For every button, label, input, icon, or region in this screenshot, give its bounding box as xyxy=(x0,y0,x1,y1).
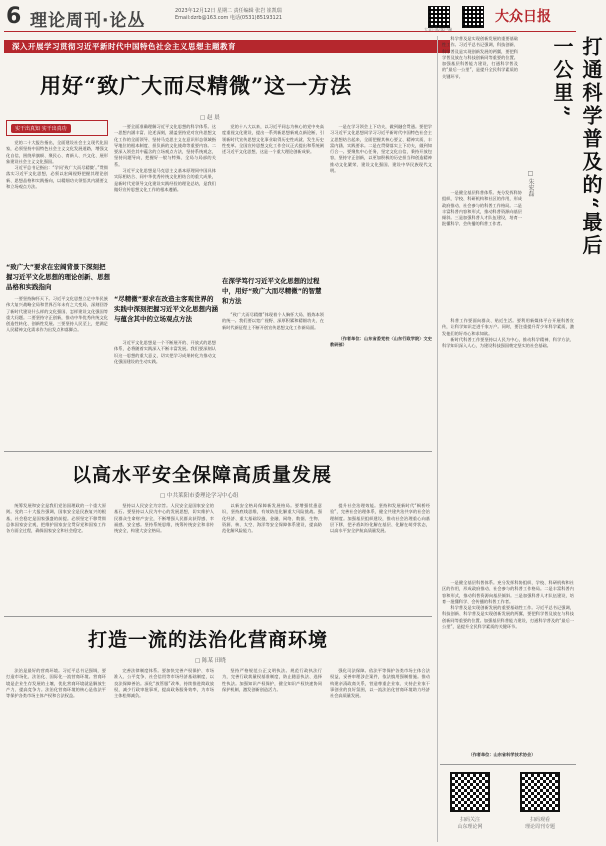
article-column xyxy=(222,668,322,842)
article-title: 用好“致广大而尽精微”这一方法 xyxy=(40,73,353,98)
qr-label: 大众日报客户端 xyxy=(424,27,452,32)
paragraph: 习近平文化思想是马克思主义基本原理同中国具体实际相结合、同中华优秀传统文化相结合的重大成果，是新时代党领导文化建设实践经验的理论总结，是我们做好宣传思想文化工作的根本遵循。 xyxy=(114,168,216,192)
author-affiliation: （作者单位：山东省委党校〈山东行政学院〉文史教研部） xyxy=(330,336,432,348)
article-byline: □ 陈某 田晓 xyxy=(195,658,226,664)
paragraph: 科普工作要面向群众、贴近生活。要利用新媒体平台开展科普宣传，让科学知识走进千家万户。同时，要注重提升青少年科学素质，激发他们的好奇心和求知欲。 xyxy=(442,318,574,336)
article-subheading: “致广大”要求在宏阔背景下深刻把握习近平文化思想的理论创新、思想品格和实践指向 xyxy=(6,263,110,291)
paragraph: 一要全面准确理解习近平文化思想的科学体系。这一思想内涵丰富、论述深刻，涵盖坚持党对宣传思想文化工作的全面领导、坚持马克思主义在意识形态领域指导地位的根本制度、担负新的文化使命等重要内容。二要深入领会其中蕴含的立场观点方法，坚持系统观念，坚持问题导向，把握好一般与特殊、全局与局部的关系。 xyxy=(114,124,216,167)
paragraph: 一要坚持胸怀天下。习近平文化思想立足中华民族伟大复兴战略全局和世界百年未有之大变局，深刻回答了新时代建设什么样的文化强国、怎样建设文化强国等重大问题。二要坚持守正创新，推动中华优秀传统文化创造性转化、创新性发展。三要坚持人民至上，把满足人民精神文化需求作为出发点和落脚点。 xyxy=(6,296,108,333)
qr-code-icon[interactable] xyxy=(450,772,490,812)
paragraph: “致广大而尽精微”体现着个人胸怀大局、锻炼本领的统一。我们要以宽广视野、深厚积累和精细功夫，在新时代新征程上不断开创宣传思想文化工作新局面。 xyxy=(222,312,324,330)
newspaper-logo: 大众日报 xyxy=(495,9,551,25)
paragraph: 习近平总书记指出：“学问‘致广大而尽精微’。”贯彻落实习近平文化思想，必须以宏阔视野把握其理论创新、思想品格和实践指向，以精细功夫领悟其内涵要义和立场观点方法。 xyxy=(6,165,108,190)
paragraph: 完善法律制度体系。要加快完善产权保护、市场准入、公平竞争、社会信用等市场经济基础制度，以良法保障善治。深化“放管服”改革，持续推进简政放权，减少行政审批事项，提高政务服务效率，为市场主体松绑减负。 xyxy=(114,668,214,699)
article-column xyxy=(114,668,214,842)
article-column xyxy=(330,503,430,613)
paragraph: 党的十八大以来，以习近平同志为核心的党中央高度重视文化建设，提出一系列新思想新观点新论断，引领新时代宣传思想文化事业取得历史性成就、发生历史性变革。全国宣传思想文化工作会议正式提出和系统阐述习近平文化思想，这是一个重大理论创新成果。 xyxy=(222,124,324,155)
paragraph: 一是健全基层科普体系。充分发挥科协组织、学校、科研机构和社区的作用，形成政府推动、社会参与的科普工作格局。二是丰富科普内容和形式，推动科普资源向基层倾斜。三是加强科普人才队伍建设，培育一批懂科学、会传播的科普工作者。 xyxy=(442,190,522,227)
article-column xyxy=(6,503,106,613)
paragraph: 科学普及是实现创新发展的重要基础性工作。习近平总书记强调，科技创新、科学普及是实现创新发展的两翼，要把科学普及放在与科技创新同等重要的位置。加强基层科普能力建设，打通科学普及的“最后一公里”，是提升全民科学素质的关键环节。 xyxy=(442,605,574,630)
article-column xyxy=(6,668,106,842)
article-subheading: 在深学笃行习近平文化思想的过程中，用好“致广大而尽精微”的智慧和方法 xyxy=(222,277,322,305)
article-column xyxy=(6,140,108,260)
section-title: 理论周刊·论丛 xyxy=(30,11,146,31)
article-byline: □ 赵 晨 xyxy=(200,115,220,121)
pull-quote: 实干出真知 实干出真功 xyxy=(11,124,71,133)
paragraph: 习近平文化思想是一个不断展开的、开放式的思想体系，必将随着实践深入不断丰富发展。我们要深刻认识这一思想的重大意义，切实把学习成果转化为推动文化强国建设的生动实践。 xyxy=(114,340,216,364)
qr-caption: 扫码关注 山东理论网 xyxy=(457,817,483,830)
paragraph: 党的二十大报告指出，全面建设社会主义现代化国家，必须坚持中国特色社会主义文化发展道路，增强文化自信，围绕举旗帜、聚民心、育新人、兴文化、展形象建设社会主义文化强国。 xyxy=(6,140,108,164)
article-column xyxy=(330,668,430,842)
article-column xyxy=(114,340,216,445)
article-column xyxy=(222,312,324,446)
paragraph: 法治是最好的营商环境。习近平总书记强调，要打造市场化、法治化、国际化一流营商环境。营商环境是企业生存发展的土壤，优化营商环境就是解放生产力、提高竞争力。法治化营商环境的核心是依法平等保护各类市场主体产权和合法权益。 xyxy=(6,668,106,699)
masthead-meta xyxy=(175,8,282,22)
qr-code-icon[interactable] xyxy=(462,6,484,28)
article-column xyxy=(222,124,324,274)
section-divider xyxy=(4,451,432,452)
qr-caption: 扫码观看 理论周刊专题 xyxy=(524,817,555,830)
page-number: 6 xyxy=(6,4,22,29)
header-rule xyxy=(4,31,576,32)
paragraph: 以新安全格局保障新发展格局。要增强忧患意识，坚持底线思维，有效防范化解重大风险挑战。强化经济、重大基础设施、金融、网络、数据、生物、资源、核、太空、海洋等安全保障体系建设，提高防范化解风险能力。 xyxy=(222,503,322,534)
article-column xyxy=(330,124,432,334)
sidebar-column xyxy=(442,318,574,578)
paragraph: 新时代科普工作要坚持以人民为中心，推动科学精神、科学方法、科学知识深入人心，为建设科技强国奠定坚实的社会基础。 xyxy=(442,336,574,349)
article-column xyxy=(114,503,214,613)
section-divider xyxy=(4,616,432,617)
article-title: 打造一流的法治化营商环境 xyxy=(88,629,329,651)
author-affiliation: （作者单位：山东省科学技术协会） xyxy=(468,752,536,757)
sidebar-byline: □ 朱宏磊 xyxy=(527,170,534,197)
sidebar-column xyxy=(442,36,518,186)
article-column xyxy=(6,296,108,446)
sidebar-column xyxy=(442,190,522,310)
article-title: 以高水平安全保障高质量发展 xyxy=(72,464,333,486)
sidebar-column xyxy=(442,580,574,750)
meta-contact: Email:dzrb@163.com 电话(0531)85193121 xyxy=(175,15,283,21)
paragraph: 提升社会治理效能。坚持和发展新时代“枫桥经验”，完善社会治理体系，健全共建共治共享的社会治理制度。加强基层组织建设，推动社会治理重心向基层下移，把矛盾纠纷化解在基层、化解在萌芽状态，以高水平安全护航高质量发展。 xyxy=(330,503,430,534)
paragraph: 坚持严格规范公正文明执法。规范行政执法行为，完善行政裁量权基准制度，防止随意执法、选择性执法。加强知识产权保护，健全知识产权快速协同保护机制，激发创新创造活力。 xyxy=(222,668,322,692)
article-byline: □ 中共莱阳市委理论学习中心组 xyxy=(160,493,239,499)
pull-quote-box xyxy=(6,120,108,136)
qr-code-icon[interactable] xyxy=(428,6,450,28)
qr-code-icon[interactable] xyxy=(520,772,560,812)
paragraph: 强化司法保障。依法平等保护各类市场主体合法权益，妥善审理涉企案件，依法慎用强制措施。推动构建亲清政商关系，营造尊重企业家、支持企业家干事创业的良好氛围，以一流法治化营商环境助力经济社会高质量发展。 xyxy=(330,668,430,699)
paragraph: 坚持以人民安全为宗旨。人民安全是国家安全的基石。要坚持以人民为中心的发展思想，切实维护人民群众生命财产安全，不断增强人民群众获得感、幸福感、安全感。坚持系统思维，统筹传统安全和非传统安全，构建大安全格局。 xyxy=(114,503,214,534)
sidebar-author-note xyxy=(460,752,574,762)
article-subheading: “尽精微”要求在改造主客观世界的实践中深刻把握习近平文化思想内涵与蕴含其中的立场观点方法 xyxy=(114,295,218,323)
section-divider xyxy=(440,764,576,765)
sidebar-title: 打通科学普及的“最后一公里” xyxy=(550,36,603,258)
paragraph: 科学普及是实现创新发展的重要基础性工作。习近平总书记强调，科技创新、科学普及是实现创新发展的两翼，要把科学普及放在与科技创新同等重要的位置。加强基层科普能力建设，打通科学普及的“最后一公里”，是提升全民科学素质的关键环节。 xyxy=(442,36,518,79)
article-column xyxy=(222,503,322,613)
paragraph: 统筹发展和安全是我们党治国理政的一个重大原则。党的二十大报告强调，国家安全是民族复兴的根基，社会稳定是国家强盛的前提。必须坚定不移贯彻总体国家安全观，把维护国家安全贯穿党和国家工作各方面全过程，确保国家安全和社会稳定。 xyxy=(6,503,106,534)
author-note xyxy=(330,336,432,366)
paragraph: 一是健全基层科普体系。充分发挥科协组织、学校、科研机构和社区的作用，形成政府推动、社会参与的科普工作格局。二是丰富科普内容和形式，推动科普资源向基层倾斜。三是加强科普人才队伍建设，培育一批懂科学、会传播的科普工作者。 xyxy=(442,580,574,604)
meta-date-editors: 2023年12月12日 星期二 责任编辑 张岩 崔凯瑞 xyxy=(175,8,282,14)
column-divider xyxy=(437,36,438,842)
theme-banner: 深入开展学习贯彻习近平新时代中国特色社会主义思想主题教育 xyxy=(4,40,450,53)
paragraph: 一是在学习领会上下功夫，做到融会贯通。要把学习习近平文化思想同学习习近平新时代中国特色社会主义思想结合起来，全面把握其核心要义、精神实质、丰富内涵、实践要求。二是在贯彻落实上下功夫，做到知行合一。要聚焦中心任务，坚定文化自信，秉持开放包容，坚持守正创新，以更加积极的历史担当和创造精神推动文化繁荣、建设文化强国、建设中华民族现代文明。 xyxy=(330,124,432,174)
article-column xyxy=(114,124,216,294)
